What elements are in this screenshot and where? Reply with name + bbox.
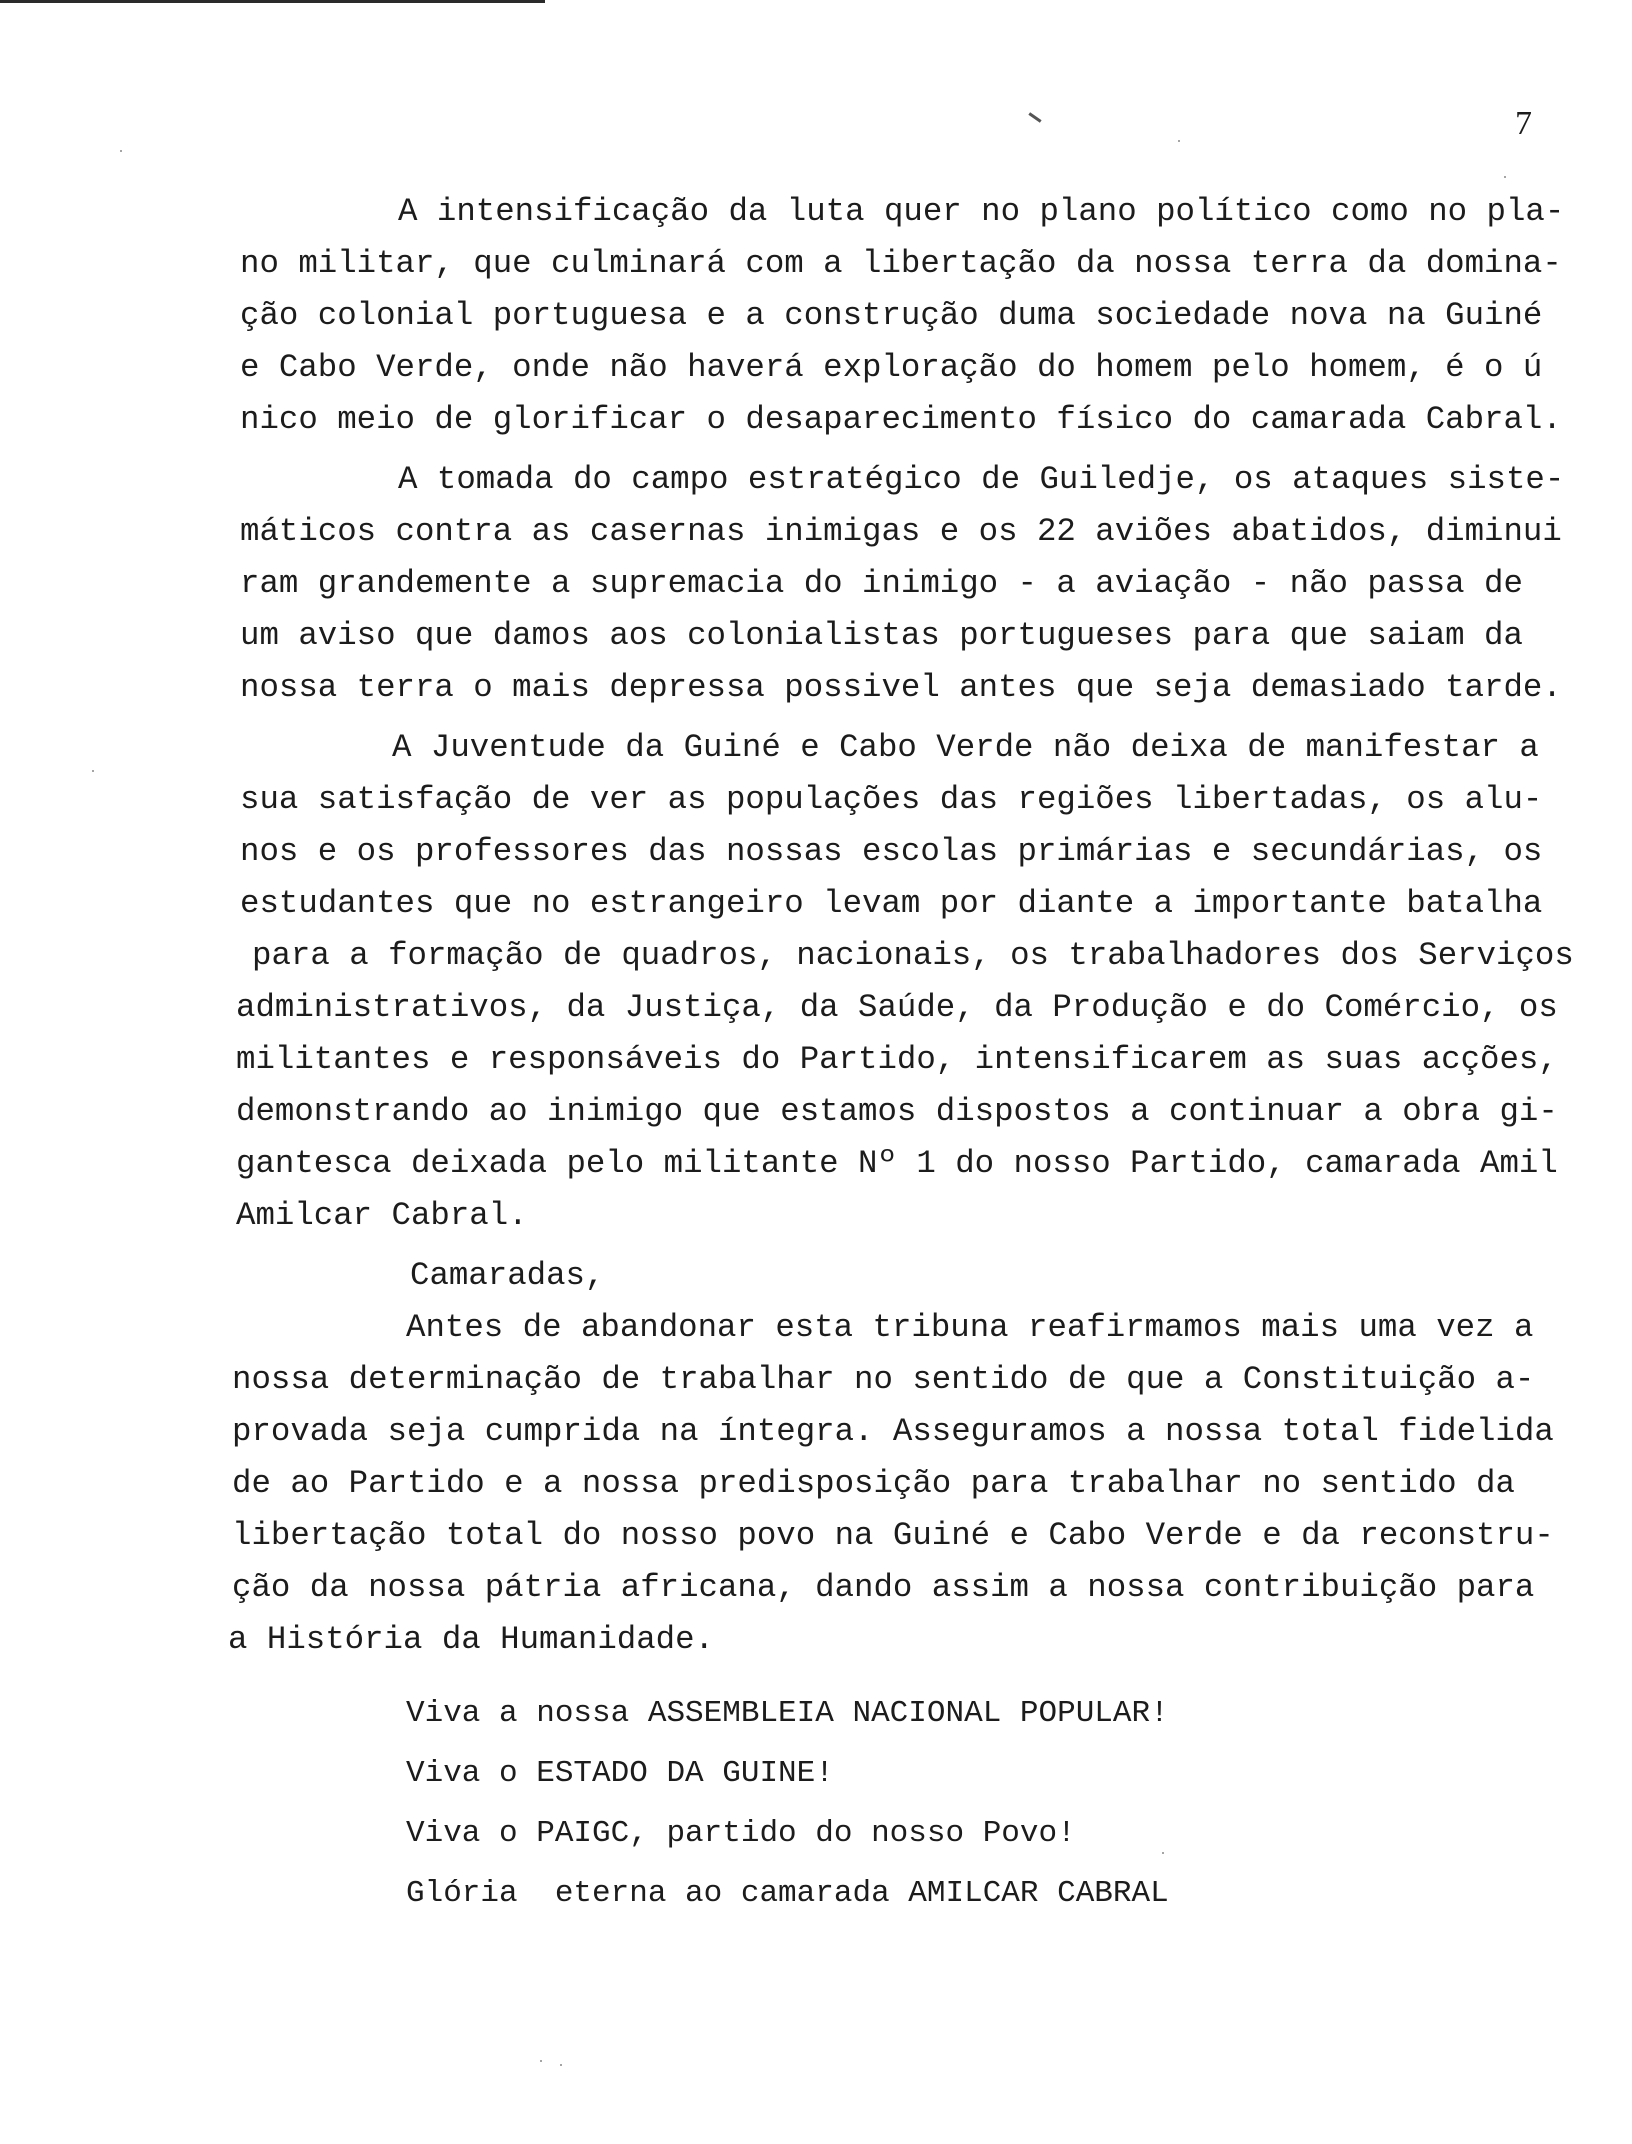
text-line: nossa determinação de trabalhar no sentido de que a Constituição a- [232,1361,1535,1398]
text-line: um aviso que damos aos colonialistas portugueses para que saiam da [240,617,1523,654]
paper-speck [540,2060,542,2062]
paper-speck [560,2064,562,2066]
text-line: A intensificação da luta quer no plano político como no pla- [398,193,1565,230]
salutation: Camaradas, [410,1257,605,1294]
text-line: de ao Partido e a nossa predisposição para trabalhar no sentido da [232,1465,1515,1502]
stray-mark [1028,112,1041,122]
text-line: gantesca deixada pelo militante Nº 1 do nosso Partido, camarada Amil [236,1145,1558,1182]
text-line: para a formação de quadros, nacionais, os trabalhadores dos Serviços [252,937,1574,974]
text-line: máticos contra as casernas inimigas e os 22 aviões abatidos, diminui [240,513,1562,550]
text-line: A Juventude da Guiné e Cabo Verde não deixa de manifestar a [392,729,1539,766]
text-line: Antes de abandonar esta tribuna reafirmamos mais uma vez a [406,1309,1534,1346]
paper-speck [1504,176,1506,178]
text-line: libertação total do nosso povo na Guiné e Cabo Verde e da reconstru- [232,1517,1554,1554]
text-line: nico meio de glorificar o desaparecimento físico do camarada Cabral. [240,401,1562,438]
text-line: sua satisfação de ver as populações das regiões libertadas, os alu- [240,781,1543,818]
text-line: A tomada do campo estratégico de Guiledje, os ataques siste- [398,461,1565,498]
text-line: e Cabo Verde, onde não haverá exploração do homem pelo homem, é o ú [240,349,1543,386]
text-line: Amilcar Cabral. [236,1197,528,1234]
text-line: ção colonial portuguesa e a construção duma sociedade nova na Guiné [240,297,1543,334]
page-number: 7 [1515,105,1532,142]
text-line: provada seja cumprida na íntegra. Asseguramos a nossa total fidelida [232,1413,1554,1450]
paper-speck [92,770,94,772]
text-line: nossa terra o mais depressa possivel antes que seja demasiado tarde. [240,669,1562,706]
text-line: no militar, que culminará com a libertação da nossa terra da domina- [240,245,1562,282]
text-line: estudantes que no estrangeiro levam por diante a importante batalha [240,885,1543,922]
text-line: demonstrando ao inimigo que estamos dispostos a continuar a obra gi- [236,1093,1558,1130]
text-line: a História da Humanidade. [228,1621,714,1658]
text-line: ção da nossa pátria africana, dando assim a nossa contribuição para [232,1569,1535,1606]
top-rule [0,0,545,3]
paper-speck [1162,1852,1164,1854]
cheer-line: Viva o ESTADO DA GUINE! [406,1756,834,1791]
cheer-line: Viva o PAIGC, partido do nosso Povo! [406,1816,1076,1851]
paper-speck [1178,140,1180,142]
text-line: ram grandemente a supremacia do inimigo - a aviação - não passa de [240,565,1523,602]
cheer-line: Viva a nossa ASSEMBLEIA NACIONAL POPULAR! [406,1696,1169,1731]
text-line: administrativos, da Justiça, da Saúde, da Produção e do Comércio, os [236,989,1558,1026]
text-line: nos e os professores das nossas escolas primárias e secundárias, os [240,833,1543,870]
cheer-line: Glória eterna ao camarada AMILCAR CABRAL [406,1876,1169,1911]
text-line: militantes e responsáveis do Partido, intensificarem as suas acções, [236,1041,1558,1078]
paper-speck [120,150,122,152]
